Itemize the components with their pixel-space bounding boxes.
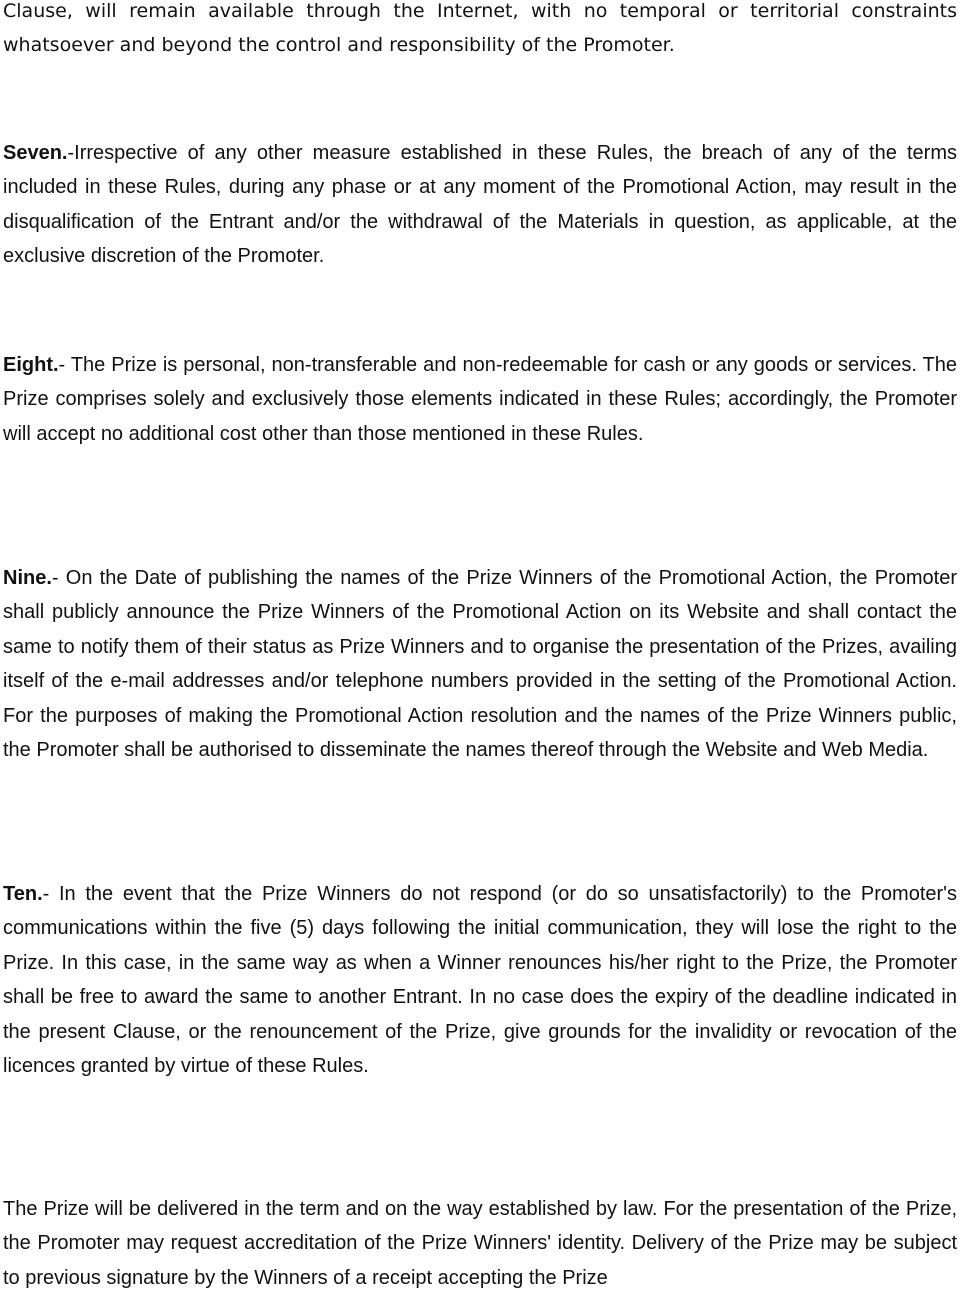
clause-ten-paragraph [3,877,957,1083]
clause-eight-text: - The Prize is personal, non-transferable and non-redeemable for cash or any goods or services. The Prize comprises solely and exclusively those elements indicated in these Rules; accordingly, the Promoter will accept no additional cost other than those mentioned in these Rules. [3,354,957,445]
clause-nine-paragraph [3,561,957,767]
intro-paragraph: Clause, will remain available through the Internet, with no temporal or territorial constraints whatsoever and beyond the control and responsibility of the Promoter. [3,0,957,56]
clause-nine-text: - On the Date of publishing the names of the Prize Winners of the Promotional Action, the Promoter shall publicly announce the Prize Winners of the Promotional Action on its Website and shall contact the same to notify them of their status as Prize Winners and to organise the presentation of the Prizes, availing itself of the e-mail addresses and/or telephone numbers provided in the setting of the Promotional Action. For the purposes of making the Promotional Action resolution and the names of the Prize Winners public, the Promoter shall be authorised to disseminate the names thereof through the Website and Web Media. [3,567,957,762]
clause-seven-text: -Irrespective of any other measure established in these Rules, the breach of any of the terms included in these Rules, during any phase or at any moment of the Promotional Action, may result in the disqualification of the Entrant and/or the withdrawal of the Materials in question, as applicable, at the exclusive discretion of the Promoter. [3,142,957,268]
clause-eight-label: Eight. [3,354,59,376]
clause-seven-label: Seven. [3,142,68,164]
clause-ten-text: - In the event that the Prize Winners do not respond (or do so unsatisfactorily) to the Promoter's communications within the five (5) days following the initial communication, they will lose the right to the Prize. In this case, in the same way as when a Winner renounces his/her right to the Prize, the Promoter shall be free to award the same to another Entrant. In no case does the expiry of the deadline indicated in the present Clause, or the renouncement of the Prize, give grounds for the invalidity or revocation of the licences granted by virtue of these Rules. [3,883,957,1078]
clause-ten-label: Ten. [3,883,43,905]
delivery-paragraph: The Prize will be delivered in the term and on the way established by law. For the presentation of the Prize, the Promoter may request accreditation of the Prize Winners' identity. Delivery of the Prize may be subject to previous signature by the Winners of a receipt accepting the Prize [3,1198,957,1289]
clause-eight-paragraph [3,348,957,451]
clause-seven-paragraph [3,136,957,274]
clause-nine-label: Nine. [3,567,52,589]
